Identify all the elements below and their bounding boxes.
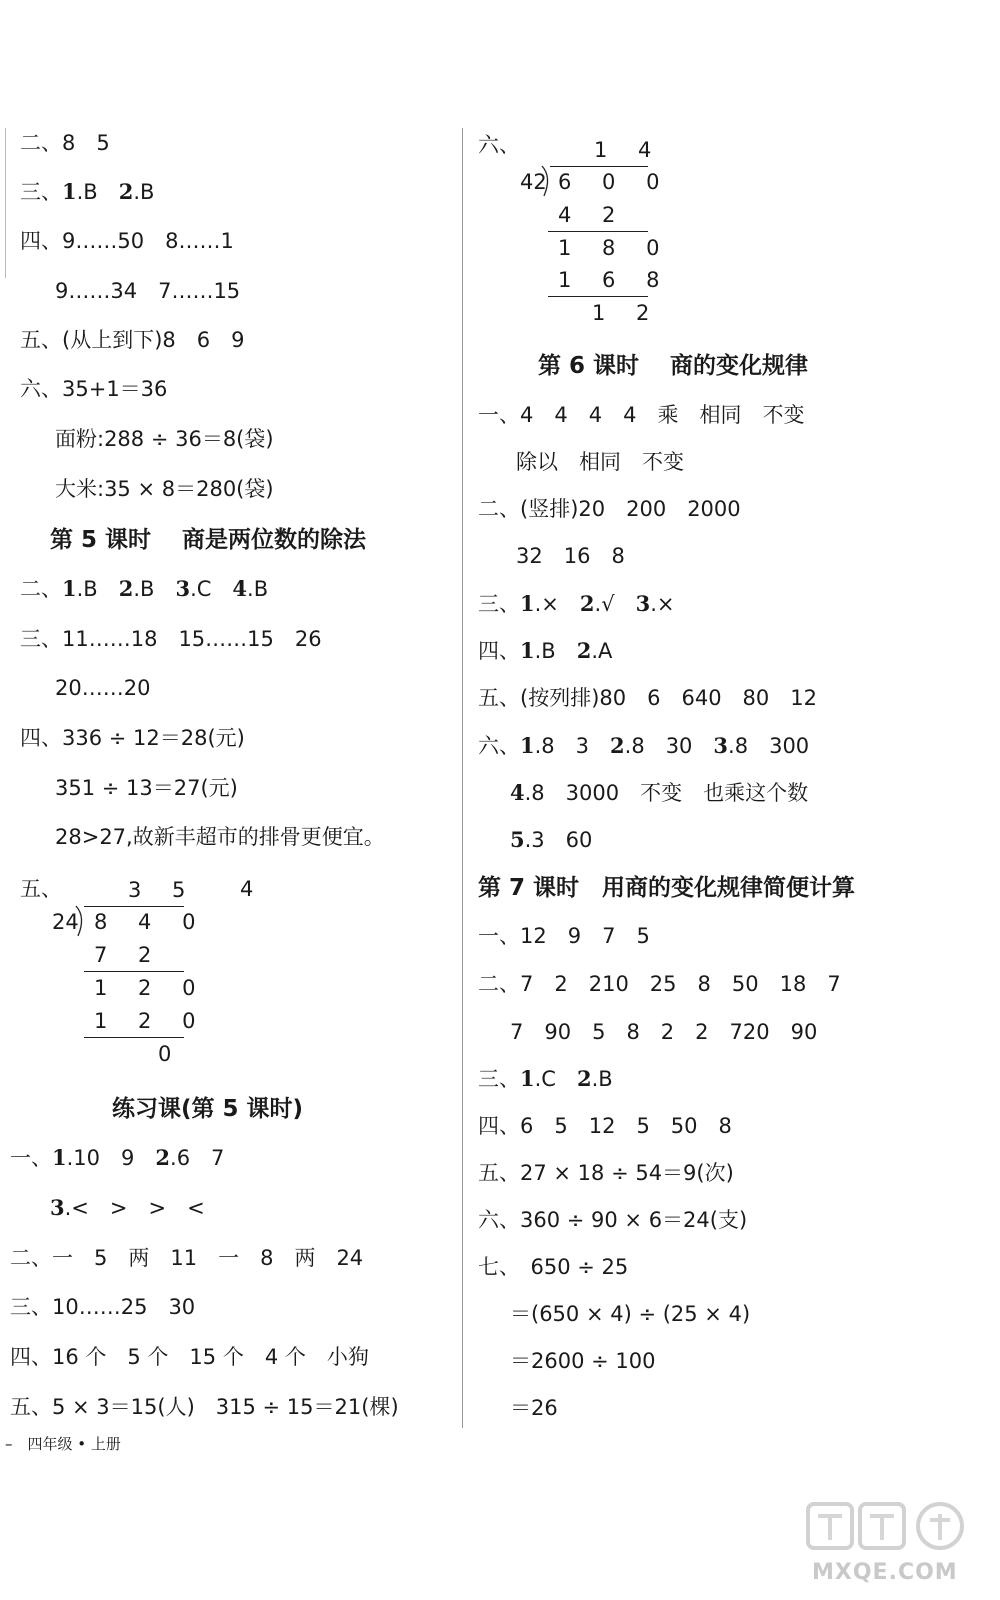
answer-line: 351 ÷ 13＝27(元) [55,776,238,800]
answer-line: 28>27,故新丰超市的排骨更便宜。 [55,825,385,849]
division-bar [550,166,648,167]
subtraction-line [84,971,184,972]
answer-line: 二、(竖排)20 200 2000 [478,497,741,521]
question-label: 六、 [478,133,520,157]
answer-line: ＝26 [510,1396,558,1420]
division-bar [84,906,184,907]
answer-line: 五、(从上到下)8 6 9 [20,328,245,352]
answer-line: 三、11……18 15……15 26 [20,627,322,651]
divisor: 24 [52,910,79,934]
answer-line: 5.3 60 [510,827,593,852]
answer-line: 四、6 5 12 5 50 8 [478,1114,732,1138]
column-divider [462,128,463,1428]
answer-line: 4.8 3000 不变 也乘这个数 [510,780,809,805]
answer-line: ＝(650 × 4) ÷ (25 × 4) [510,1302,751,1326]
partial-product: 4 2 [558,203,628,227]
answer-line: 二、一 5 两 11 一 8 两 24 [10,1246,364,1270]
answer-line: 四、1.B 2.A [478,638,613,663]
partial-product: 1 2 0 [94,1009,208,1033]
remainder: 0 [158,1042,172,1066]
remainder: 1 2 [592,301,662,325]
answer-line: 一、12 9 7 5 [478,924,650,948]
section-heading: 第 6 课时 商的变化规律 [538,353,809,379]
answer-line: 六、35+1＝36 [20,377,168,401]
margin-line [5,128,6,278]
answer-line: 六、1.8 3 2.8 30 3.8 300 [478,733,810,758]
section-heading: 练习课(第 5 课时) [112,1096,304,1122]
answer-line: 3.< > > < [50,1195,205,1220]
answer-line: 32 16 8 [516,544,625,568]
answer-line: 二、8 5 [20,131,110,155]
answer-line: 除以 相同 不变 [516,450,684,474]
quotient: 3 5 [128,878,198,902]
answer-line: 四、336 ÷ 12＝28(元) [20,726,245,750]
answer-line: 三、1.B 2.B [20,179,155,204]
answer-line: 一、4 4 4 4 乘 相同 不变 [478,403,805,427]
right-column [470,0,980,1470]
answer-value: 4 [240,877,254,901]
question-label: 五、 [20,877,62,901]
section-heading: 第 7 课时 用商的变化规律简便计算 [478,875,856,901]
answer-line: 二、1.B 2.B 3.C 4.B [20,576,269,601]
dividend: 8 4 0 [94,910,208,934]
subtraction-line [548,296,648,297]
answer-line: 三、1.× 2.√ 3.× [478,591,675,616]
answer-line: 四、16 个 5 个 15 个 4 个 小狗 [10,1345,369,1369]
left-column [0,0,460,1470]
answer-line: 七、 650 ÷ 25 [478,1255,629,1279]
answer-line: 六、360 ÷ 90 × 6＝24(支) [478,1208,748,1232]
answer-line: 7 90 5 8 2 2 720 90 [510,1020,818,1044]
answer-line: ＝2600 ÷ 100 [510,1349,656,1373]
divisor: 42 [520,170,547,194]
subtraction-line [84,1037,184,1038]
answer-line: 五、(按列排)80 6 640 80 12 [478,686,817,710]
partial-product: 1 6 8 [558,268,672,292]
partial-product: 7 2 [94,943,164,967]
quotient: 1 4 [594,138,664,162]
answer-line: 面粉:288 ÷ 36＝8(袋) [55,427,274,451]
answer-line: 四、9……50 8……1 [20,229,234,253]
remainder: 1 2 0 [94,976,208,1000]
answer-line: 五、5 × 3＝15(人) 315 ÷ 15＝21(棵) [10,1395,399,1419]
answer-line: 大米:35 × 8＝280(袋) [55,477,274,501]
answer-line: 三、1.C 2.B [478,1066,613,1091]
answer-line: 一、1.10 9 2.6 7 [10,1145,225,1170]
remainder: 1 8 0 [558,236,672,260]
answer-line: 9……34 7……15 [55,279,241,303]
section-heading: 第 5 课时 商是两位数的除法 [50,527,367,553]
dividend: 6 0 0 [558,170,672,194]
subtraction-line [548,231,648,232]
answer-line: 二、7 2 210 25 8 50 18 7 [478,972,841,996]
answer-line: 三、10……25 30 [10,1295,196,1319]
answer-line: 五、27 × 18 ÷ 54＝9(次) [478,1161,734,1185]
page-footer: – 四年级 • 上册 [5,1435,121,1453]
watermark-text: MXQE.COM [812,1560,958,1585]
answer-line: 20……20 [55,676,151,700]
